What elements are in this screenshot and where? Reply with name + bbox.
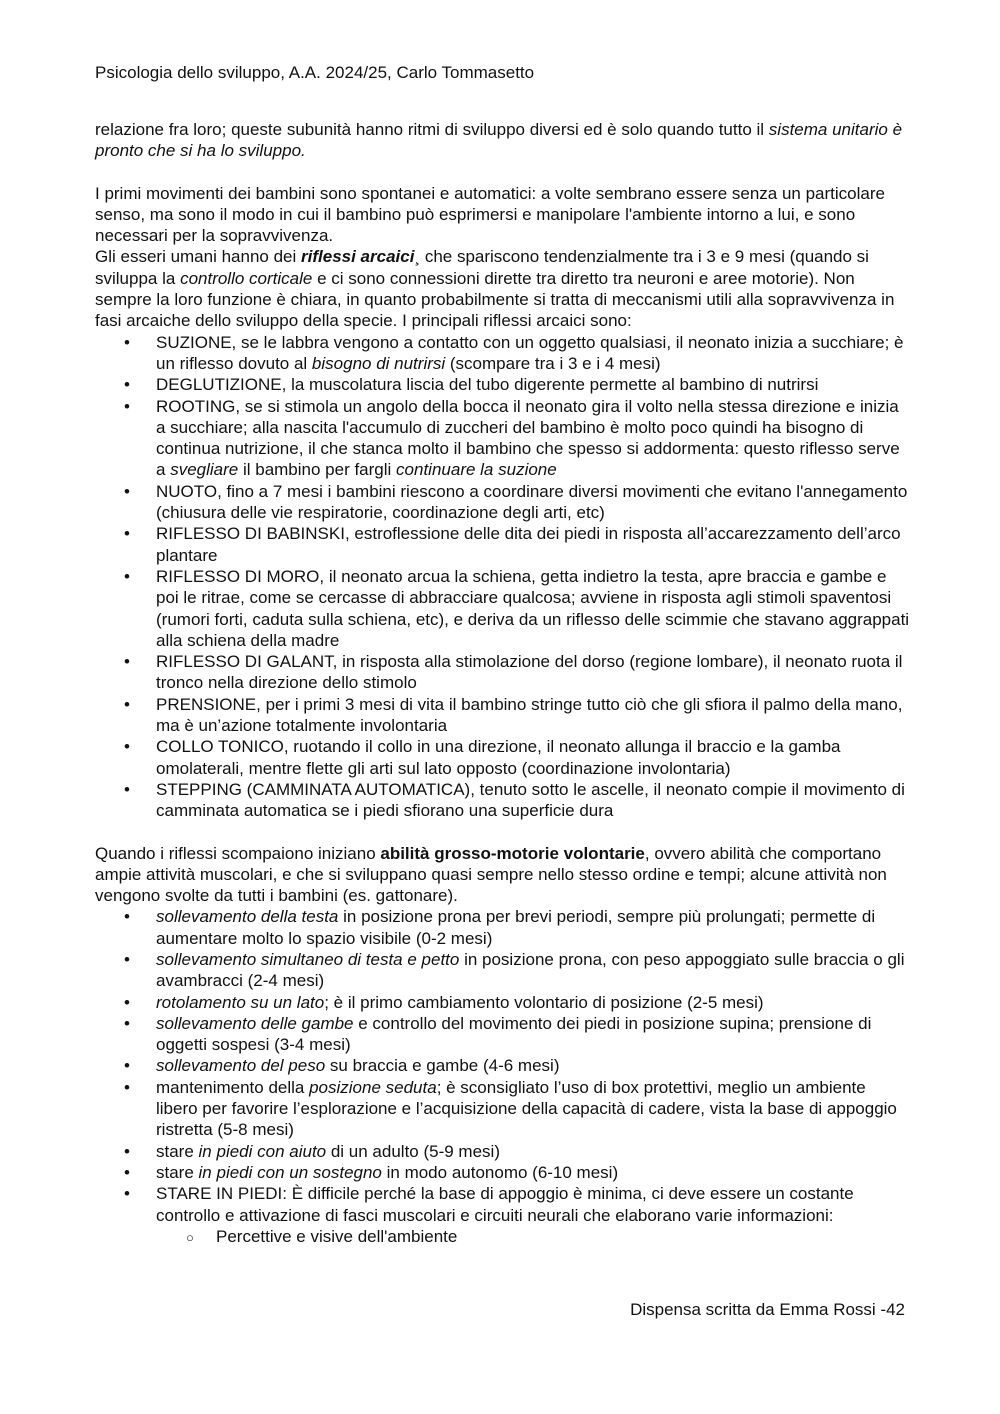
list-item: • ROOTING, se si stimola un angolo della bocca il neonato gira il volto nella stessa direzione e inizia a succhiare; alla nascita l'accumulo di zuccheri del bambino è molto poco quindi ha bisogno di continua nutrizione, il che stanca molto il bambino che spesso si addormenta: questo riflesso serve a svegliare il bambino per fargli continuare la suzione <box>95 396 910 481</box>
list-item: • COLLO TONICO, ruotando il collo in una direzione, il neonato allunga il braccio e la gamba omolaterali, mentre flette gli arti sul lato opposto (coordinazione involontaria) <box>95 736 910 779</box>
list-item: • DEGLUTIZIONE, la muscolatura liscia del tubo digerente permette al bambino di nutrirsi <box>95 374 910 395</box>
list-item: • sollevamento del peso su braccia e gambe (4-6 mesi) <box>95 1055 910 1076</box>
list-item: • NUOTO, fino a 7 mesi i bambini riescono a coordinare diversi movimenti che evitano l'annegamento (chiusura delle vie respiratorie, coordinazione degli arti, etc) <box>95 481 910 524</box>
motor-skills-paragraph: Quando i riflessi scompaiono iniziano abilità grosso-motorie volontarie, ovvero abilità che comportano ampie attività muscolari, e che si sviluppano quasi sempre nello stesso ordine e tempi; alcune attività non vengono svolte da tutti i bambini (es. gattonare). <box>95 843 887 906</box>
list-item: • sollevamento simultaneo di testa e petto in posizione prona, con peso appoggiato sulle braccia o gli avambracci (2-4 mesi) <box>95 949 910 992</box>
list-item: • stare in piedi con un sostegno in modo autonomo (6-10 mesi) <box>95 1162 910 1183</box>
list-item: • sollevamento delle gambe e controllo del movimento dei piedi in posizione supina; prensione di oggetti sospesi (3-4 mesi) <box>95 1013 910 1056</box>
intro-paragraph-1: relazione fra loro; queste subunità hanno ritmi di sviluppo diversi ed è solo quando tutto il sistema unitario è pronto che si ha lo sviluppo. <box>95 120 903 161</box>
list-item: • rotolamento su un lato; è il primo cambiamento volontario di posizione (2-5 mesi) <box>95 992 910 1013</box>
reflexes-list <box>95 332 910 822</box>
list-item: • STARE IN PIEDI: È difficile perché la base di appoggio è minima, ci deve essere un costante controllo e attivazione di fasci muscolari e circuiti neurali che elaborano varie informazioni: ○ Percettive e visive dell'ambiente <box>95 1183 910 1247</box>
sub-list-item: ○ Percettive e visive dell'ambiente <box>156 1226 910 1247</box>
list-item: • mantenimento della posizione seduta; è sconsigliato l’uso di box protettivi, meglio un ambiente libero per favorire l’esplorazione e l’acquisizione della capacità di cadere, vista la base di appoggio ristretta (5-8 mesi) <box>95 1077 910 1141</box>
page-footer: Dispensa scritta da Emma Rossi -42 <box>630 1300 905 1319</box>
list-item: • RIFLESSO DI GALANT, in risposta alla stimolazione del dorso (regione lombare), il neonato ruota il tronco nella direzione dello stimolo <box>95 651 910 694</box>
list-item: • PRENSIONE, per i primi 3 mesi di vita il bambino stringe tutto ciò che gli sfiora il palmo della mano, ma è un’azione totalmente involontaria <box>95 694 910 737</box>
intro-paragraph-3: Gli esseri umani hanno dei riflessi arcaici¸ che spariscono tendenzialmente tra i 3 e 9 mesi (quando si sviluppa la controllo corticale e ci sono connessioni dirette tra diretto tra neuroni e aree motorie). Non sempre la loro funzione è chiara, in quanto probabilmente si tratta di meccanismi utili alla sopravvivenza in fasi arcaiche dello sviluppo della specie. I principali riflessi arcaici sono: <box>95 247 895 331</box>
list-item: • stare in piedi con aiuto di un adulto (5-9 mesi) <box>95 1141 910 1162</box>
motor-skills-list <box>95 906 910 1247</box>
sub-list <box>156 1226 910 1247</box>
page-header: Psicologia dello sviluppo, A.A. 2024/25, Carlo Tommasetto <box>95 63 535 82</box>
list-item: • RIFLESSO DI MORO, il neonato arcua la schiena, getta indietro la testa, apre braccia e gambe e poi le ritrae, come se cercasse di abbracciare qualcosa; avviene in risposta agli stimoli spaventosi (rumori forti, caduta sulla schiena, etc), e deriva da un riflesso delle scimmie che stavano aggrappati alla schiena della madre <box>95 566 910 651</box>
intro-paragraph-2: I primi movimenti dei bambini sono spontanei e automatici: a volte sembrano essere senza un particolare senso, ma sono il modo in cui il bambino può esprimersi e manipolare l'ambiente intorno a lui, e sono necessari per la sopravvivenza. <box>95 183 885 246</box>
list-item: • SUZIONE, se le labbra vengono a contatto con un oggetto qualsiasi, il neonato inizia a succhiare; è un riflesso dovuto al bisogno di nutrirsi (scompare tra i 3 e i 4 mesi) <box>95 332 910 375</box>
list-item: • sollevamento della testa in posizione prona per brevi periodi, sempre più prolungati; permette di aumentare molto lo spazio visibile (0-2 mesi) <box>95 906 910 949</box>
list-item: • STEPPING (CAMMINATA AUTOMATICA), tenuto sotto le ascelle, il neonato compie il movimento di camminata automatica se i piedi sfiorano una superficie dura <box>95 779 910 822</box>
list-item: • RIFLESSO DI BABINSKI, estroflessione delle dita dei piedi in risposta all’accarezzamento dell’arco plantare <box>95 523 910 566</box>
document-body <box>95 119 910 1247</box>
